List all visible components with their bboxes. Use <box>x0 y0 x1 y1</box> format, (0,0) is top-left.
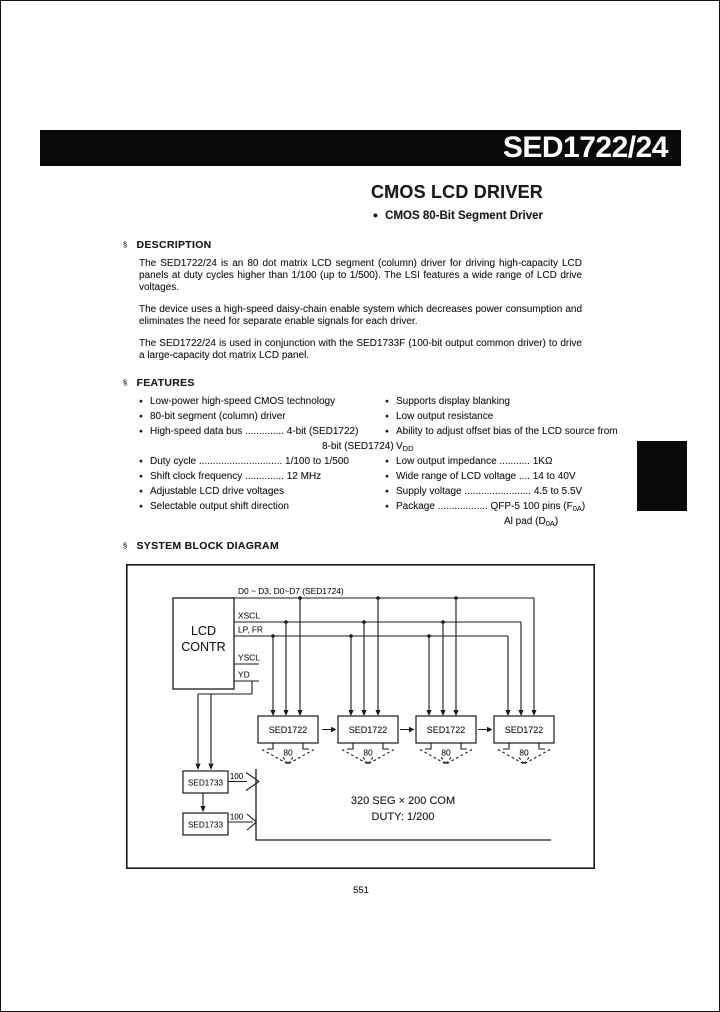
panel-duty-label: DUTY: 1/200 <box>371 811 435 823</box>
feature-text: Package .................. QFP-5 100 pins $(F_{0A})$ <box>396 501 586 513</box>
subtitle-text: CMOS 80-Bit Segment Driver <box>385 210 543 222</box>
bullet-icon: ● <box>385 488 389 495</box>
controller-label: CONTR <box>181 640 226 654</box>
feature-text: Low output impedance ........... 1KΩ <box>396 456 553 467</box>
section-marker: § <box>123 378 128 387</box>
feature-text: Low-power high-speed CMOS technology <box>150 396 336 407</box>
bullet-icon: ● <box>139 503 143 510</box>
block-diagram-heading <box>123 540 279 552</box>
feature-item <box>385 394 601 409</box>
features-list-right <box>385 394 618 529</box>
features-heading-text: FEATURES <box>136 377 195 389</box>
feature-text: High-speed data bus .............. 4-bit (SED1722) <box>150 426 359 437</box>
bullet-icon: ● <box>385 473 389 480</box>
part-number: SED1722/24 <box>502 131 668 164</box>
common-output-arrowhead <box>246 773 259 791</box>
feature-item <box>139 409 385 424</box>
lpfr-drop-lines <box>273 636 508 710</box>
section-marker: § <box>123 541 128 550</box>
feature-text: Ability to adjust offset bias of the LCD source from <box>396 426 618 437</box>
feature-item <box>139 394 385 409</box>
bullet-icon: ● <box>139 473 143 480</box>
feature-item <box>385 499 601 529</box>
bullet-icon: ● <box>385 413 389 420</box>
features-heading <box>123 377 195 389</box>
common-width-label: 100 <box>229 812 244 822</box>
xscl-label: XSCL <box>238 610 260 621</box>
feature-item <box>139 469 385 484</box>
feature-item <box>385 469 601 484</box>
block-diagram-heading-text: SYSTEM BLOCK DIAGRAM <box>136 540 279 552</box>
segment-width-label: 80 <box>363 747 373 758</box>
segment-width-label: 80 <box>519 747 529 758</box>
description-heading <box>123 239 212 251</box>
section-index-tab <box>637 441 687 511</box>
feature-item <box>139 454 385 469</box>
feature-text: Shift clock frequency .............. 12 MHz <box>150 471 322 482</box>
feature-text: 8-bit (SED1724) <box>322 441 394 452</box>
segment-driver-label: SED1722 <box>426 725 466 735</box>
segment-width-label: 80 <box>441 747 451 758</box>
lpfr-label: LP, FR <box>238 624 263 635</box>
bullet-icon: ● <box>139 398 143 405</box>
feature-text: Selectable output shift direction <box>150 501 289 512</box>
description-paragraph: The SED1722/24 is an 80 dot matrix LCD segment (column) driver for driving high-capacity LCD panels at duty cycles higher than 1/100 (up to 1/500). The LSI features a wide range of LCD drive voltages. <box>139 258 582 293</box>
bullet-icon: ● <box>385 458 389 465</box>
system-block-diagram <box>126 564 595 869</box>
feature-text: Supply voltage ........................ 4.5 to 5.5V <box>396 486 583 497</box>
feature-item <box>139 484 385 499</box>
feature-item <box>385 424 618 454</box>
feature-text: Low output resistance <box>396 411 494 422</box>
segment-driver-label: SED1722 <box>348 725 388 735</box>
feature-text: Wide range of LCD voltage .... 14 to 40V <box>396 471 576 482</box>
feature-item <box>139 424 394 454</box>
description-body <box>139 258 582 372</box>
bullet-icon: ● <box>139 413 143 420</box>
feature-text: Adjustable LCD drive voltages <box>150 486 284 497</box>
feature-item <box>139 499 385 514</box>
y-signal-route <box>198 681 252 763</box>
feature-text: Duty cycle .............................. 1/100 to 1/500 <box>150 456 349 467</box>
document-subtitle <box>373 210 543 222</box>
block-diagram-svg <box>126 564 595 869</box>
yscl-label: YSCL <box>238 652 260 663</box>
yd-label: YD <box>238 669 250 680</box>
description-heading-text: DESCRIPTION <box>136 239 212 251</box>
feature-item <box>385 409 601 424</box>
data-drop-lines <box>300 598 534 710</box>
segment-width-label: 80 <box>283 747 293 758</box>
bullet-icon: ● <box>139 488 143 495</box>
controller-label: LCD <box>190 624 217 638</box>
segment-driver-label: SED1722 <box>268 725 308 735</box>
part-number-banner <box>40 130 681 166</box>
document-title: CMOS LCD DRIVER <box>370 182 543 202</box>
bullet-icon: ● <box>385 398 389 405</box>
panel-spec-label: 320 SEG × 200 COM <box>350 795 456 807</box>
feature-item <box>385 484 601 499</box>
common-driver-label: SED1733 <box>187 820 224 830</box>
feature-text: 80-bit segment (column) driver <box>150 411 286 422</box>
description-paragraph: The device uses a high-speed daisy-chain enable system which decreases power consumption and eliminates the need for separate enable signals for each driver. <box>139 304 582 327</box>
bullet-icon: ● <box>385 503 389 510</box>
bullet-icon: ● <box>139 458 143 465</box>
page-number: 551 <box>353 885 369 896</box>
common-driver-label: SED1733 <box>187 778 224 788</box>
feature-item <box>385 454 601 469</box>
description-paragraph: The SED1722/24 is used in conjunction with the SED1733F (100-bit output common driver) to drive a large-capacity dot matrix LCD panel. <box>139 338 582 361</box>
xscl-drop-lines <box>286 622 521 710</box>
segment-driver-label: SED1722 <box>504 725 544 735</box>
feature-text: $V_{DD}$ <box>396 441 414 453</box>
feature-text: Al pad $(D_{0A})$ <box>504 516 559 528</box>
bullet-icon: ● <box>385 428 389 435</box>
bullet-icon: ● <box>139 428 143 435</box>
section-marker: § <box>123 240 128 249</box>
common-width-label: 100 <box>229 772 244 781</box>
data-bus-label: D0 ~ D3, D0~D7 (SED1724) <box>238 586 344 596</box>
bullet-icon: ● <box>372 210 379 220</box>
feature-text: Supports display blanking <box>396 396 510 407</box>
features-list-left <box>139 394 394 514</box>
